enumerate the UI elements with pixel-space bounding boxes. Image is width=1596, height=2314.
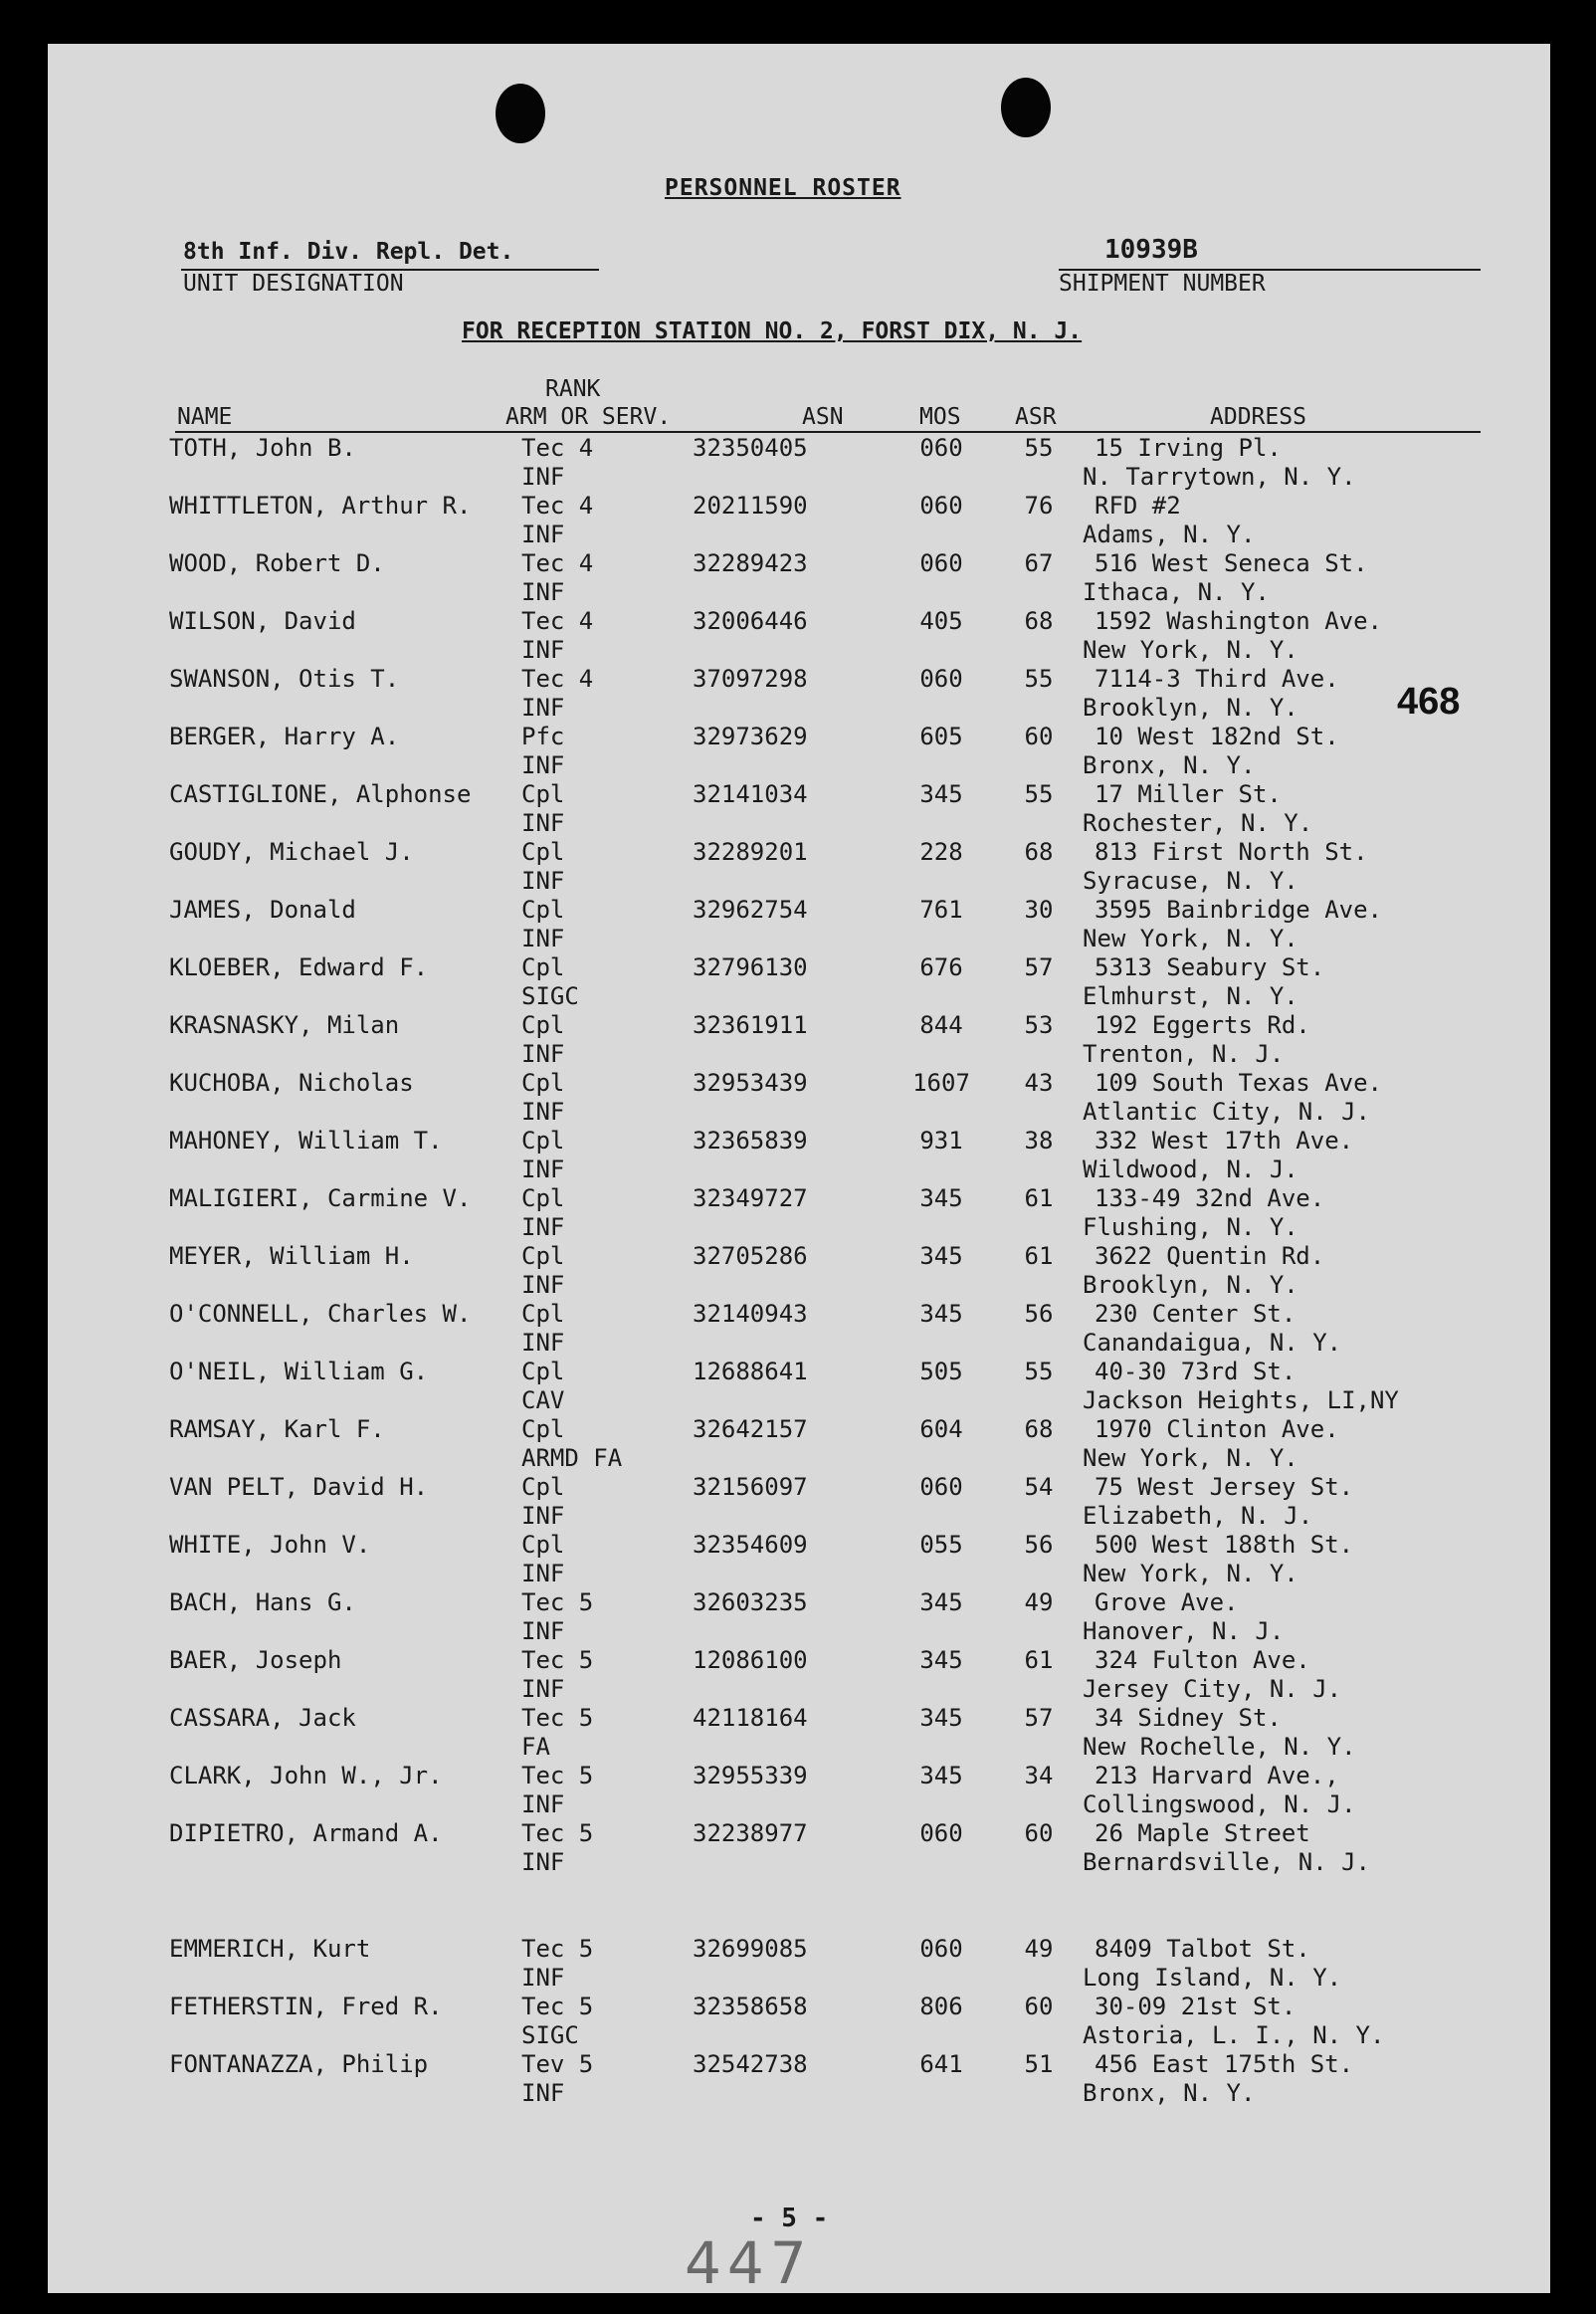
row-service: INF (521, 1502, 565, 1530)
handwritten-number: 447 (685, 2229, 813, 2297)
table-row (48, 1184, 1550, 1242)
row-name: O'NEIL, William G. (169, 1358, 429, 1385)
row-address-line1: 1970 Clinton Ave. (1095, 1415, 1339, 1443)
row-service: FA (521, 1733, 550, 1761)
row-address-line2: New York, N. Y. (1083, 1444, 1298, 1472)
row-rank: Cpl (521, 896, 565, 924)
col-asr: ASR (1015, 404, 1057, 430)
row-rank: Tec 5 (521, 1704, 594, 1732)
table-row (48, 1704, 1550, 1762)
row-address-line2: New York, N. Y. (1083, 1560, 1298, 1587)
row-name: RAMSAY, Karl F. (169, 1415, 385, 1443)
row-name: VAN PELT, David H. (169, 1473, 429, 1501)
row-service: INF (521, 694, 565, 722)
row-asr: 68 (1024, 1415, 1054, 1443)
row-service: INF (521, 1040, 565, 1068)
row-service: INF (521, 1156, 565, 1183)
row-name: MALIGIERI, Carmine V. (169, 1184, 472, 1212)
row-rank: Cpl (521, 1473, 565, 1501)
roster-page (48, 44, 1550, 2297)
row-service: SIGC (521, 982, 579, 1010)
row-mos: 641 (919, 2050, 963, 2078)
row-address-line1: 3622 Quentin Rd. (1095, 1242, 1325, 1270)
row-rank: Tec 5 (521, 1588, 594, 1616)
row-asr: 53 (1024, 1011, 1054, 1039)
row-name: BACH, Hans G. (169, 1588, 356, 1616)
table-row (48, 1011, 1550, 1069)
row-address-line2: New York, N. Y. (1083, 925, 1298, 952)
row-asn: 32953439 (693, 1069, 808, 1097)
row-address-line1: 34 Sidney St. (1095, 1704, 1282, 1732)
table-row (48, 1127, 1550, 1184)
row-asr: 30 (1024, 896, 1054, 924)
row-rank: Tec 5 (521, 1819, 594, 1847)
row-address-line2: Rochester, N. Y. (1083, 809, 1313, 837)
row-address-line1: 192 Eggerts Rd. (1095, 1011, 1310, 1039)
table-row (48, 1415, 1550, 1473)
row-mos: 345 (919, 780, 963, 808)
shipment-number-label: SHIPMENT NUMBER (1059, 271, 1266, 297)
row-address-line1: 109 South Texas Ave. (1095, 1069, 1382, 1097)
row-service: INF (521, 867, 565, 895)
row-name: WOOD, Robert D. (169, 549, 385, 577)
row-address-line2: Bronx, N. Y. (1083, 751, 1256, 779)
shipment-number-value: 10939B (1104, 235, 1198, 265)
row-address-line2: Trenton, N. J. (1083, 1040, 1285, 1068)
row-mos: 1607 (912, 1069, 970, 1097)
page-stamp-number: 468 (1397, 681, 1461, 723)
row-rank: Tec 5 (521, 1762, 594, 1789)
table-row (48, 1531, 1550, 1588)
row-name: WHITE, John V. (169, 1531, 371, 1559)
row-mos: 345 (919, 1646, 963, 1674)
table-row (48, 549, 1550, 607)
row-address-line2: Wildwood, N. J. (1083, 1156, 1298, 1183)
table-row (48, 434, 1550, 492)
row-name: EMMERICH, Kurt (169, 1935, 371, 1963)
row-address-line1: 1592 Washington Ave. (1095, 607, 1382, 635)
row-address-line1: 10 West 182nd St. (1095, 723, 1339, 750)
row-service: INF (521, 1848, 565, 1876)
row-asn: 32354609 (693, 1531, 808, 1559)
table-row (48, 1358, 1550, 1415)
row-name: BAER, Joseph (169, 1646, 342, 1674)
table-row (48, 2050, 1550, 2108)
row-mos: 345 (919, 1300, 963, 1328)
row-rank: Cpl (521, 1415, 565, 1443)
row-mos: 060 (919, 1935, 963, 1963)
row-address-line1: 332 West 17th Ave. (1095, 1127, 1354, 1155)
row-mos: 055 (919, 1531, 963, 1559)
row-service: INF (521, 636, 565, 664)
row-rank: Cpl (521, 1127, 565, 1155)
row-service: INF (521, 1271, 565, 1299)
row-asn: 32006446 (693, 607, 808, 635)
row-name: MAHONEY, William T. (169, 1127, 443, 1155)
row-address-line2: Collingswood, N. J. (1083, 1790, 1356, 1818)
row-address-line1: 500 West 188th St. (1095, 1531, 1354, 1559)
punch-hole-left (496, 84, 545, 143)
row-address-line1: 230 Center St. (1095, 1300, 1297, 1328)
row-service: INF (521, 463, 565, 491)
col-mos: MOS (919, 404, 961, 430)
row-address-line2: Elmhurst, N. Y. (1083, 982, 1298, 1010)
row-service: INF (521, 1329, 565, 1357)
row-asr: 68 (1024, 838, 1054, 866)
row-asr: 49 (1024, 1935, 1054, 1963)
table-row (48, 1069, 1550, 1127)
table-row (48, 1646, 1550, 1704)
row-asn: 32140943 (693, 1300, 808, 1328)
table-row (48, 723, 1550, 780)
row-address-line2: New Rochelle, N. Y. (1083, 1733, 1356, 1761)
row-address-line2: New York, N. Y. (1083, 636, 1298, 664)
row-asr: 57 (1024, 1704, 1054, 1732)
table-row (48, 492, 1550, 549)
row-address-line1: 456 East 175th St. (1095, 2050, 1354, 2078)
row-mos: 345 (919, 1762, 963, 1789)
row-name: KUCHOBA, Nicholas (169, 1069, 414, 1097)
row-address-line1: 17 Miller St. (1095, 780, 1282, 808)
row-address-line1: 30-09 21st St. (1095, 1993, 1297, 2020)
row-asn: 37097298 (693, 665, 808, 693)
row-rank: Tec 4 (521, 549, 594, 577)
row-address-line1: 75 West Jersey St. (1095, 1473, 1354, 1501)
row-address-line1: 5313 Seabury St. (1095, 953, 1325, 981)
col-rank-top: RANK (545, 376, 601, 402)
row-rank: Tec 4 (521, 434, 594, 462)
table-row (48, 1993, 1550, 2050)
row-address-line1: 3595 Bainbridge Ave. (1095, 896, 1382, 924)
row-address-line2: Canandaigua, N. Y. (1083, 1329, 1342, 1357)
table-row (48, 896, 1550, 953)
table-row (48, 838, 1550, 896)
unit-designation-value: 8th Inf. Div. Repl. Det. (183, 239, 514, 265)
row-asr: 60 (1024, 1993, 1054, 2020)
table-row (48, 665, 1550, 723)
row-rank: Cpl (521, 1011, 565, 1039)
row-address-line1: 213 Harvard Ave., (1095, 1762, 1339, 1789)
row-mos: 060 (919, 665, 963, 693)
row-service: INF (521, 1790, 565, 1818)
row-asn: 32358658 (693, 1993, 808, 2020)
row-asr: 49 (1024, 1588, 1054, 1616)
row-address-line2: Syracuse, N. Y. (1083, 867, 1298, 895)
col-name: NAME (177, 404, 233, 430)
row-service: INF (521, 1213, 565, 1241)
row-address-line2: Ithaca, N. Y. (1083, 578, 1270, 606)
row-service: INF (521, 1675, 565, 1703)
row-asn: 32289201 (693, 838, 808, 866)
row-service: SIGC (521, 2021, 579, 2049)
table-row (48, 1588, 1550, 1646)
row-asr: 56 (1024, 1531, 1054, 1559)
row-asn: 32705286 (693, 1242, 808, 1270)
row-asn: 32955339 (693, 1762, 808, 1789)
row-rank: Tev 5 (521, 2050, 594, 2078)
row-rank: Tec 4 (521, 607, 594, 635)
row-mos: 345 (919, 1704, 963, 1732)
row-mos: 505 (919, 1358, 963, 1385)
punch-hole-right (1001, 78, 1051, 137)
row-address-line1: 15 Irving Pl. (1095, 434, 1282, 462)
row-mos: 060 (919, 434, 963, 462)
row-address-line2: Brooklyn, N. Y. (1083, 1271, 1298, 1299)
row-address-line2: N. Tarrytown, N. Y. (1083, 463, 1356, 491)
row-mos: 761 (919, 896, 963, 924)
row-rank: Tec 4 (521, 665, 594, 693)
row-service: INF (521, 2079, 565, 2107)
row-asn: 32642157 (693, 1415, 808, 1443)
row-rank: Cpl (521, 1242, 565, 1270)
table-row (48, 1473, 1550, 1531)
row-asr: 57 (1024, 953, 1054, 981)
row-address-line1: 516 West Seneca St. (1095, 549, 1368, 577)
row-rank: Tec 5 (521, 1935, 594, 1963)
row-name: O'CONNELL, Charles W. (169, 1300, 472, 1328)
page-title: PERSONNEL ROSTER (665, 175, 901, 201)
table-row (48, 780, 1550, 838)
row-asn: 32238977 (693, 1819, 808, 1847)
row-name: DIPIETRO, Armand A. (169, 1819, 443, 1847)
row-address-line1: RFD #2 (1095, 492, 1181, 520)
row-address-line2: Atlantic City, N. J. (1083, 1098, 1370, 1126)
row-name: WILSON, David (169, 607, 356, 635)
row-asr: 55 (1024, 434, 1054, 462)
row-name: BERGER, Harry A. (169, 723, 400, 750)
row-mos: 806 (919, 1993, 963, 2020)
row-address-line2: Astoria, L. I., N. Y. (1083, 2021, 1385, 2049)
row-asn: 32962754 (693, 896, 808, 924)
row-address-line1: 7114-3 Third Ave. (1095, 665, 1339, 693)
row-asr: 76 (1024, 492, 1054, 520)
row-mos: 931 (919, 1127, 963, 1155)
row-name: KRASNASKY, Milan (169, 1011, 400, 1039)
page-number: - 5 - (750, 2204, 829, 2233)
row-name: KLOEBER, Edward F. (169, 953, 429, 981)
row-asn: 42118164 (693, 1704, 808, 1732)
row-address-line2: Brooklyn, N. Y. (1083, 694, 1298, 722)
row-service: INF (521, 751, 565, 779)
row-address-line2: Bronx, N. Y. (1083, 2079, 1256, 2107)
row-mos: 060 (919, 492, 963, 520)
row-address-line2: Adams, N. Y. (1083, 521, 1256, 548)
table-row (48, 1819, 1550, 1877)
row-service: INF (521, 1098, 565, 1126)
row-name: MEYER, William H. (169, 1242, 414, 1270)
row-asr: 68 (1024, 607, 1054, 635)
row-mos: 228 (919, 838, 963, 866)
row-asn: 32289423 (693, 549, 808, 577)
row-rank: Cpl (521, 1531, 565, 1559)
row-mos: 605 (919, 723, 963, 750)
row-asr: 61 (1024, 1646, 1054, 1674)
row-name: FETHERSTIN, Fred R. (169, 1993, 443, 2020)
row-service: INF (521, 809, 565, 837)
row-asr: 56 (1024, 1300, 1054, 1328)
header-rule (175, 431, 1481, 433)
row-asn: 12086100 (693, 1646, 808, 1674)
row-mos: 060 (919, 1473, 963, 1501)
row-address-line2: Hanover, N. J. (1083, 1617, 1285, 1645)
row-asn: 32365839 (693, 1127, 808, 1155)
row-address-line1: 133-49 32nd Ave. (1095, 1184, 1325, 1212)
row-asn: 32699085 (693, 1935, 808, 1963)
row-service: ARMD FA (521, 1444, 623, 1472)
row-rank: Tec 5 (521, 1646, 594, 1674)
row-rank: Cpl (521, 1069, 565, 1097)
row-rank: Cpl (521, 953, 565, 981)
row-rank: Tec 4 (521, 492, 594, 520)
row-rank: Tec 5 (521, 1993, 594, 2020)
row-mos: 345 (919, 1184, 963, 1212)
table-row (48, 953, 1550, 1011)
row-name: FONTANAZZA, Philip (169, 2050, 429, 2078)
row-address-line2: Bernardsville, N. J. (1083, 1848, 1370, 1876)
row-asn: 32542738 (693, 2050, 808, 2078)
row-asr: 61 (1024, 1242, 1054, 1270)
row-name: CLARK, John W., Jr. (169, 1762, 443, 1789)
row-asn: 32156097 (693, 1473, 808, 1501)
row-mos: 405 (919, 607, 963, 635)
row-asr: 55 (1024, 665, 1054, 693)
row-rank: Cpl (521, 1184, 565, 1212)
row-mos: 844 (919, 1011, 963, 1039)
row-name: WHITTLETON, Arthur R. (169, 492, 472, 520)
row-asn: 32350405 (693, 434, 808, 462)
row-address-line1: 324 Fulton Ave. (1095, 1646, 1310, 1674)
row-mos: 676 (919, 953, 963, 981)
row-mos: 060 (919, 549, 963, 577)
col-address: ADDRESS (1210, 404, 1306, 430)
row-address-line2: Long Island, N. Y. (1083, 1964, 1342, 1992)
row-asr: 43 (1024, 1069, 1054, 1097)
reception-station: FOR RECEPTION STATION NO. 2, FORST DIX, N. J. (462, 318, 1083, 344)
unit-designation-label: UNIT DESIGNATION (183, 271, 404, 297)
row-asr: 51 (1024, 2050, 1054, 2078)
row-service: INF (521, 1560, 565, 1587)
row-name: TOTH, John B. (169, 434, 356, 462)
row-address-line2: Flushing, N. Y. (1083, 1213, 1298, 1241)
row-asr: 60 (1024, 1819, 1054, 1847)
row-name: JAMES, Donald (169, 896, 356, 924)
row-rank: Cpl (521, 838, 565, 866)
row-service: INF (521, 578, 565, 606)
table-row (48, 1935, 1550, 1993)
row-asn: 32141034 (693, 780, 808, 808)
row-asr: 55 (1024, 780, 1054, 808)
row-asn: 32349727 (693, 1184, 808, 1212)
row-service: CAV (521, 1386, 565, 1414)
row-asn: 12688641 (693, 1358, 808, 1385)
col-asn: ASN (802, 404, 844, 430)
row-address-line2: Jackson Heights, LI,NY (1083, 1386, 1399, 1414)
row-service: INF (521, 1617, 565, 1645)
row-asr: 60 (1024, 723, 1054, 750)
row-asn: 20211590 (693, 492, 808, 520)
row-rank: Cpl (521, 780, 565, 808)
row-mos: 060 (919, 1819, 963, 1847)
row-address-line1: 813 First North St. (1095, 838, 1368, 866)
row-rank: Cpl (521, 1358, 565, 1385)
row-service: INF (521, 521, 565, 548)
row-name: CASTIGLIONE, Alphonse (169, 780, 472, 808)
row-address-line1: Grove Ave. (1095, 1588, 1239, 1616)
row-mos: 345 (919, 1588, 963, 1616)
row-service: INF (521, 925, 565, 952)
row-asn: 32973629 (693, 723, 808, 750)
row-asn: 32603235 (693, 1588, 808, 1616)
row-asn: 32796130 (693, 953, 808, 981)
row-asr: 38 (1024, 1127, 1054, 1155)
row-name: SWANSON, Otis T. (169, 665, 400, 693)
row-rank: Cpl (521, 1300, 565, 1328)
row-mos: 345 (919, 1242, 963, 1270)
row-asr: 34 (1024, 1762, 1054, 1789)
row-name: GOUDY, Michael J. (169, 838, 414, 866)
row-address-line2: Elizabeth, N. J. (1083, 1502, 1313, 1530)
row-service: INF (521, 1964, 565, 1992)
table-row (48, 1300, 1550, 1358)
row-address-line1: 40-30 73rd St. (1095, 1358, 1297, 1385)
row-address-line1: 8409 Talbot St. (1095, 1935, 1310, 1963)
row-asr: 54 (1024, 1473, 1054, 1501)
row-name: CASSARA, Jack (169, 1704, 356, 1732)
table-row (48, 607, 1550, 665)
row-rank: Pfc (521, 723, 565, 750)
row-address-line1: 26 Maple Street (1095, 1819, 1310, 1847)
table-row (48, 1242, 1550, 1300)
row-asr: 55 (1024, 1358, 1054, 1385)
row-mos: 604 (919, 1415, 963, 1443)
row-asn: 32361911 (693, 1011, 808, 1039)
row-asr: 67 (1024, 549, 1054, 577)
row-address-line2: Jersey City, N. J. (1083, 1675, 1342, 1703)
row-asr: 61 (1024, 1184, 1054, 1212)
table-row (48, 1762, 1550, 1819)
col-rank: ARM OR SERV. (505, 404, 672, 430)
